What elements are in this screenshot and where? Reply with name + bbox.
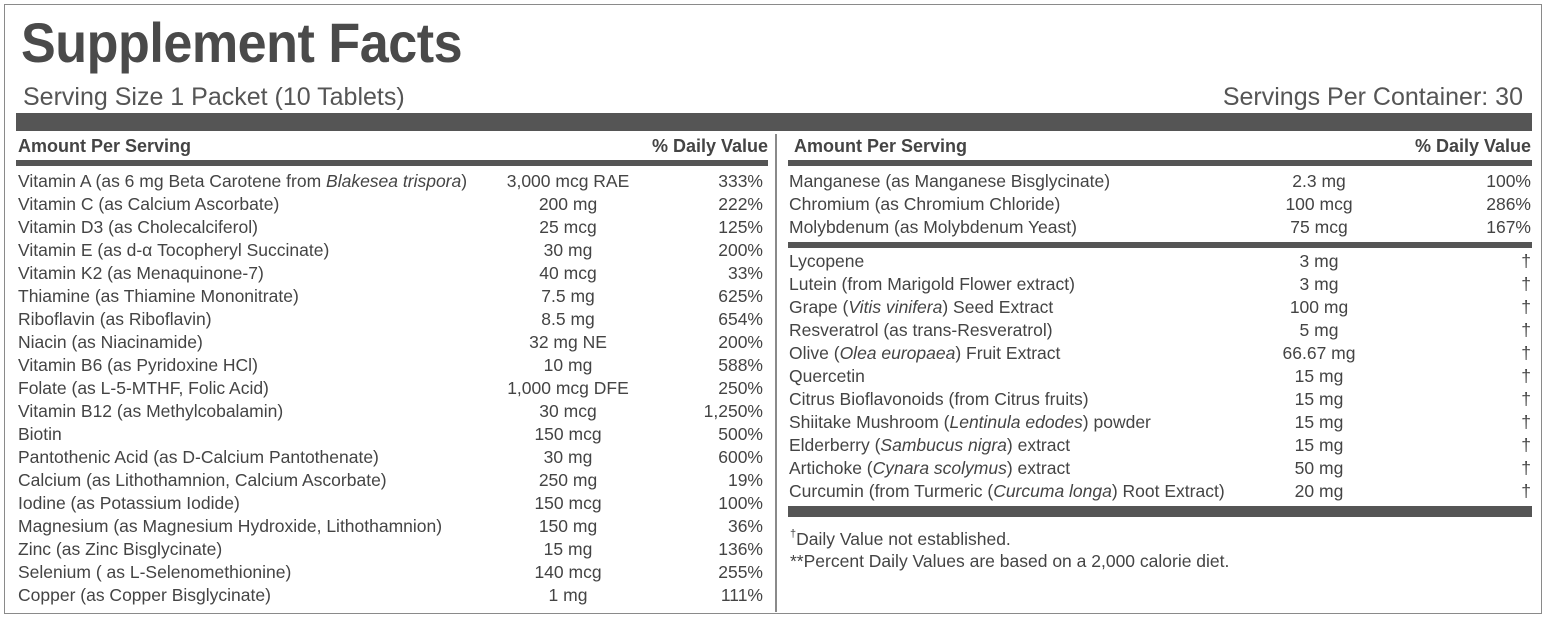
nutrient-amount: 1,000 mcg DFE xyxy=(507,378,629,398)
serving-size: Serving Size 1 Packet (10 Tablets) xyxy=(23,83,405,111)
footnote-percent-dv: **Percent Daily Values are based on a 2,000 calorie diet. xyxy=(790,551,1230,571)
right-middle-rule xyxy=(788,242,1532,248)
nutrient-daily-value: 200% xyxy=(718,332,763,352)
nutrient-amount: 100 mg xyxy=(1289,297,1349,317)
nutrient-amount: 25 mcg xyxy=(539,217,597,237)
nutrient-daily-value: 500% xyxy=(718,424,763,444)
column-divider xyxy=(775,134,777,612)
nutrient-name: Vitamin C (as Calcium Ascorbate) xyxy=(18,194,280,214)
nutrient-row xyxy=(789,480,1531,503)
nutrient-name: Olive (Olea europaea) Fruit Extract xyxy=(789,343,1061,363)
nutrient-name: Artichoke (Cynara scolymus) extract xyxy=(789,458,1071,478)
nutrient-daily-value: 654% xyxy=(718,309,763,329)
nutrient-name: Vitamin A (as 6 mg Beta Carotene from Blakesea trispora) xyxy=(18,171,468,191)
nutrient-daily-value: 255% xyxy=(718,562,763,582)
nutrient-name: Vitamin B12 (as Methylcobalamin) xyxy=(18,401,284,421)
nutrient-amount: 140 mcg xyxy=(534,562,602,582)
nutrient-amount: 3 mg xyxy=(1299,274,1339,294)
nutrient-row xyxy=(18,423,763,446)
left-dv-header: % Daily Value xyxy=(652,136,769,156)
nutrient-row xyxy=(18,262,763,285)
nutrient-daily-value: 136% xyxy=(718,539,763,559)
nutrient-row xyxy=(18,492,763,515)
nutrient-row xyxy=(18,446,763,469)
nutrient-daily-value: 333% xyxy=(718,171,763,191)
nutrient-row xyxy=(18,170,763,193)
nutrient-name: Vitamin D3 (as Cholecalciferol) xyxy=(18,217,258,237)
nutrient-name: Vitamin B6 (as Pyridoxine HCl) xyxy=(18,355,258,375)
nutrient-daily-value: 200% xyxy=(718,240,763,260)
nutrient-name: Quercetin xyxy=(789,366,865,386)
nutrient-name: Citrus Bioflavonoids (from Citrus fruits) xyxy=(789,389,1089,409)
dagger-text: Daily Value not established. xyxy=(796,529,1011,549)
nutrient-amount: 50 mg xyxy=(1294,458,1344,478)
nutrient-row xyxy=(18,400,763,423)
nutrient-amount: 10 mg xyxy=(543,355,593,375)
nutrient-row xyxy=(789,193,1531,216)
nutrient-amount: 15 mg xyxy=(1294,366,1344,386)
nutrient-daily-value: † xyxy=(1521,412,1531,432)
nutrient-row xyxy=(789,170,1531,193)
nutrient-amount: 5 mg xyxy=(1299,320,1339,340)
nutrient-row xyxy=(789,411,1531,434)
nutrient-row xyxy=(789,216,1531,239)
nutrient-name: Thiamine (as Thiamine Mononitrate) xyxy=(18,286,299,306)
nutrient-amount: 7.5 mg xyxy=(541,286,595,306)
nutrient-amount: 200 mg xyxy=(538,194,598,214)
nutrient-amount: 150 mg xyxy=(538,516,598,536)
nutrient-name: Zinc (as Zinc Bisglycinate) xyxy=(18,539,223,559)
nutrient-amount: 15 mg xyxy=(543,539,593,559)
nutrient-name: Magnesium (as Magnesium Hydroxide, Lithothamnion) xyxy=(18,516,443,536)
nutrient-row xyxy=(789,319,1531,342)
nutrient-daily-value: 19% xyxy=(727,470,763,490)
nutrient-amount: 1 mg xyxy=(548,585,588,605)
nutrient-amount: 2.3 mg xyxy=(1292,171,1346,191)
nutrient-name: Resveratrol (as trans-Resveratrol) xyxy=(789,320,1053,340)
nutrient-amount: 3,000 mcg RAE xyxy=(506,171,630,191)
nutrient-name: Pantothenic Acid (as D-Calcium Pantothenate) xyxy=(18,447,379,467)
nutrient-name: Riboflavin (as Riboflavin) xyxy=(18,309,212,329)
nutrient-row xyxy=(789,296,1531,319)
nutrient-daily-value: † xyxy=(1521,481,1531,501)
panel-title: Supplement Facts xyxy=(21,11,463,74)
nutrient-daily-value: 222% xyxy=(718,194,763,214)
servings-per-container: Servings Per Container: 30 xyxy=(1222,83,1523,111)
nutrient-row xyxy=(18,584,763,607)
nutrient-amount: 15 mg xyxy=(1294,412,1344,432)
nutrient-daily-value: 100% xyxy=(1486,171,1531,191)
left-header-rule xyxy=(16,160,768,166)
nutrient-amount: 30 mg xyxy=(543,447,593,467)
nutrient-daily-value: 125% xyxy=(718,217,763,237)
nutrient-row xyxy=(789,250,1531,273)
header-thick-bar xyxy=(16,113,1532,131)
right-bottom-rule xyxy=(788,506,1532,517)
nutrient-daily-value: 111% xyxy=(720,585,763,605)
nutrient-amount: 20 mg xyxy=(1294,481,1344,501)
nutrient-row xyxy=(789,365,1531,388)
nutrient-name: Vitamin E (as d-α Tocopheryl Succinate) xyxy=(18,240,330,260)
nutrient-name: Chromium (as Chromium Chloride) xyxy=(789,194,1061,214)
nutrient-amount: 100 mcg xyxy=(1285,194,1353,214)
nutrient-amount: 150 mcg xyxy=(534,424,602,444)
nutrient-name: Shiitake Mushroom (Lentinula edodes) powder xyxy=(789,412,1151,432)
nutrient-daily-value: 167% xyxy=(1486,217,1531,237)
nutrient-daily-value: † xyxy=(1521,251,1531,271)
nutrient-name: Iodine (as Potassium Iodide) xyxy=(18,493,240,513)
nutrient-daily-value: † xyxy=(1521,297,1531,317)
nutrient-row xyxy=(18,469,763,492)
nutrient-name: Lutein (from Marigold Flower extract) xyxy=(789,274,1075,294)
nutrient-name: Vitamin K2 (as Menaquinone-7) xyxy=(18,263,264,283)
nutrient-amount: 15 mg xyxy=(1294,435,1344,455)
nutrient-row xyxy=(789,388,1531,411)
right-header-rule xyxy=(788,160,1532,166)
nutrient-row xyxy=(789,273,1531,296)
nutrient-row xyxy=(18,561,763,584)
nutrient-row xyxy=(18,285,763,308)
nutrient-daily-value: 1,250% xyxy=(703,401,763,421)
nutrient-amount: 8.5 mg xyxy=(541,309,595,329)
nutrient-row xyxy=(18,354,763,377)
nutrient-name: Copper (as Copper Bisglycinate) xyxy=(18,585,271,605)
nutrient-daily-value: 286% xyxy=(1486,194,1531,214)
nutrient-amount: 66.67 mg xyxy=(1282,343,1356,363)
nutrient-amount: 15 mg xyxy=(1294,389,1344,409)
nutrient-row xyxy=(18,193,763,216)
nutrient-row xyxy=(789,434,1531,457)
nutrient-row xyxy=(18,239,763,262)
nutrient-daily-value: † xyxy=(1521,274,1531,294)
nutrient-daily-value: 36% xyxy=(727,516,763,536)
nutrient-amount: 30 mcg xyxy=(539,401,597,421)
nutrient-row xyxy=(18,308,763,331)
nutrient-amount: 150 mcg xyxy=(534,493,602,513)
nutrient-name: Niacin (as Niacinamide) xyxy=(18,332,203,352)
right-dv-header: % Daily Value xyxy=(1414,136,1531,156)
nutrient-amount: 30 mg xyxy=(543,240,593,260)
dagger-mark: † xyxy=(790,528,797,540)
nutrient-daily-value: 33% xyxy=(727,263,763,283)
nutrient-name: Selenium ( as L-Selenomethionine) xyxy=(18,562,292,582)
nutrient-row xyxy=(789,342,1531,365)
nutrient-daily-value: † xyxy=(1521,435,1531,455)
nutrient-row xyxy=(789,457,1531,480)
nutrient-daily-value: † xyxy=(1521,366,1531,386)
nutrient-daily-value: 600% xyxy=(718,447,763,467)
nutrient-daily-value: 625% xyxy=(718,286,763,306)
nutrient-row xyxy=(18,377,763,400)
nutrient-daily-value: † xyxy=(1521,343,1531,363)
nutrient-row xyxy=(18,538,763,561)
nutrient-amount: 75 mcg xyxy=(1290,217,1348,237)
nutrient-name: Folate (as L-5-MTHF, Folic Acid) xyxy=(18,378,269,398)
nutrient-name: Molybdenum (as Molybdenum Yeast) xyxy=(789,217,1077,237)
nutrient-daily-value: 250% xyxy=(718,378,763,398)
right-amount-header: Amount Per Serving xyxy=(794,136,968,156)
nutrient-name: Curcumin (from Turmeric (Curcuma longa) Root Extract) xyxy=(789,481,1225,501)
nutrient-name: Grape (Vitis vinifera) Seed Extract xyxy=(789,297,1054,317)
nutrient-row xyxy=(18,216,763,239)
nutrient-daily-value: 588% xyxy=(718,355,763,375)
nutrient-name: Biotin xyxy=(18,424,62,444)
nutrient-daily-value: † xyxy=(1521,458,1531,478)
nutrient-daily-value: † xyxy=(1521,320,1531,340)
footnote-dagger xyxy=(790,528,1011,550)
nutrient-name: Manganese (as Manganese Bisglycinate) xyxy=(789,171,1111,191)
nutrient-amount: 40 mcg xyxy=(539,263,597,283)
nutrient-name: Lycopene xyxy=(789,251,865,271)
nutrient-name: Calcium (as Lithothamnion, Calcium Ascorbate) xyxy=(18,470,387,490)
nutrient-name: Elderberry (Sambucus nigra) extract xyxy=(789,435,1071,455)
nutrient-daily-value: 100% xyxy=(718,493,763,513)
nutrient-amount: 32 mg NE xyxy=(529,332,607,352)
left-amount-header: Amount Per Serving xyxy=(18,136,192,156)
nutrient-row xyxy=(18,331,763,354)
nutrient-amount: 250 mg xyxy=(538,470,598,490)
nutrient-daily-value: † xyxy=(1521,389,1531,409)
nutrient-amount: 3 mg xyxy=(1299,251,1339,271)
nutrient-row xyxy=(18,515,763,538)
